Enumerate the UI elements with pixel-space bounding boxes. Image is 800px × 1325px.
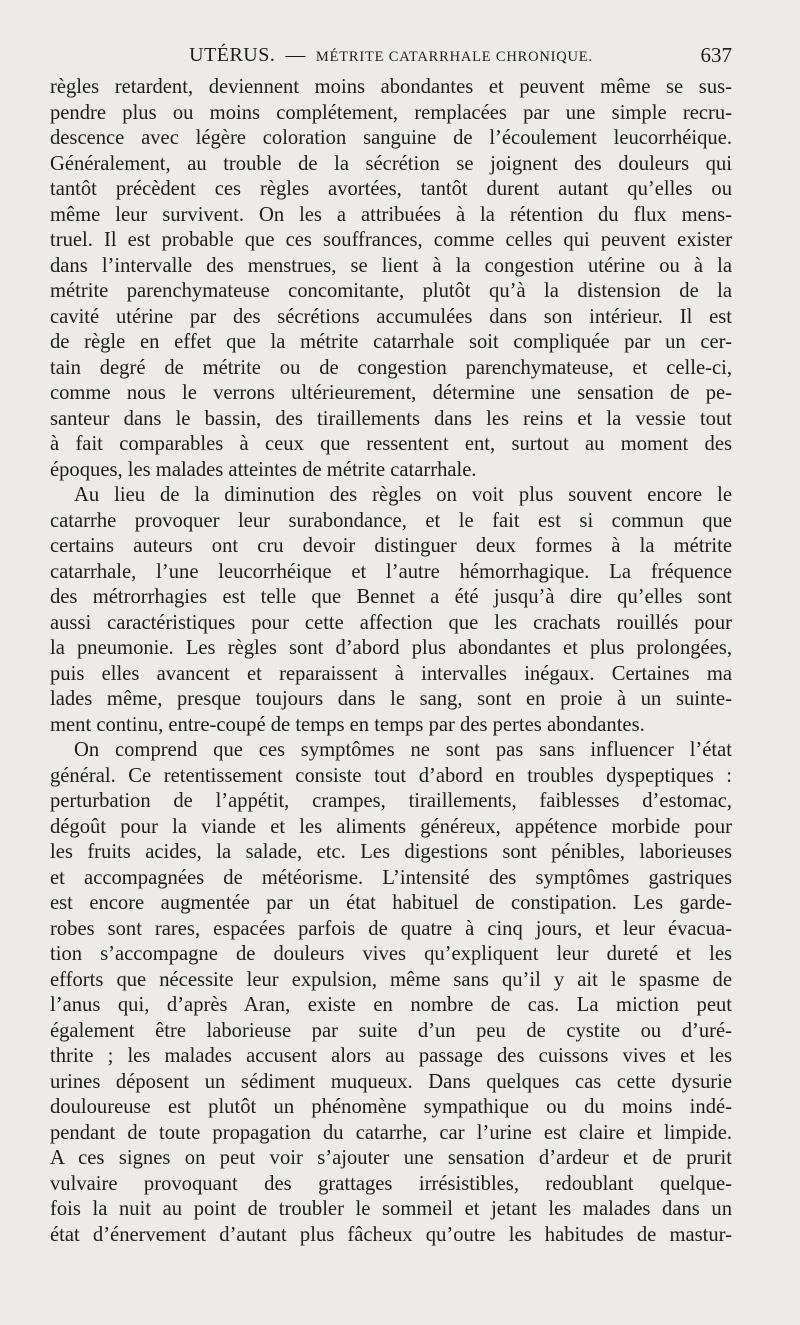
paragraph — [50, 75, 732, 483]
text-line: certains auteurs ont cru devoir distinguer deux formes à la métrite — [50, 535, 732, 557]
text-line: et accompagnées de météorisme. L’intensité des symptômes gastriques — [50, 866, 732, 889]
header-title-separator: — — [285, 44, 306, 66]
text-line: même leur survivent. On les a attribuées à la rétention du flux mens- — [50, 203, 732, 226]
text-line: état d’énervement d’autant plus fâcheux qu’outre les habitudes de mastur- — [50, 1223, 732, 1246]
paragraph — [50, 738, 732, 1248]
text-line: thrite ; les malades accusent alors au passage des cuissons vives et les — [50, 1045, 732, 1067]
text-line: les fruits acides, la salade, etc. Les digestions sont pénibles, laborieuses — [50, 841, 732, 863]
text-line: métrite parenchymateuse concomitante, plutôt qu’à la distension de la — [50, 280, 732, 302]
text-line: vulvaire provoquant des grattages irrésistibles, redoublant quelque- — [50, 1172, 732, 1195]
text-line: dans l’intervalle des menstrues, se lient à la congestion utérine ou à la — [50, 254, 732, 277]
text-line: également être laborieuse par suite d’un peu de cystite ou d’uré- — [50, 1019, 732, 1042]
text-line: Généralement, au trouble de la sécrétion se joignent des douleurs qui — [50, 152, 732, 175]
text-line: robes sont rares, espacées parfois de quatre à cinq jours, et leur évacua- — [50, 917, 732, 940]
text-line: l’anus qui, d’après Aran, existe en nombre de cas. La miction peut — [50, 994, 732, 1016]
text-line: à fait comparables à ceux que ressentent ent, surtout au moment des — [50, 433, 732, 455]
text-line: est encore augmentée par un état habituel de constipation. Les garde- — [50, 892, 732, 914]
text-line: catarrhale, l’une leucorrhéique et l’autre hémorrhagique. La fréquence — [50, 560, 732, 583]
text-line: comme nous le verrons ultérieurement, détermine une sensation de pe- — [50, 382, 732, 404]
body-text — [50, 75, 732, 1248]
header-title-subtitle: MÉTRITE CATARRHALE CHRONIQUE. — [315, 49, 593, 65]
text-line: On comprend que ces symptômes ne sont pas sans influencer l’état — [74, 739, 732, 761]
text-line: urines déposent un sédiment muqueux. Dans quelques cas cette dysurie — [50, 1070, 732, 1093]
text-line: la pneumonie. Les règles sont d’abord plus abondantes et plus prolongées, — [50, 637, 732, 659]
text-line: de règle en effet que la métrite catarrhale soit compliquée par un cer- — [50, 331, 732, 353]
text-line: cavité utérine par des sécrétions accumulées dans son intérieur. Il est — [50, 305, 732, 328]
text-line: Au lieu de la diminution des règles on voit plus souvent encore le — [74, 484, 732, 506]
text-line: ment continu, entre-coupé de temps en temps par des pertes abondantes. — [50, 713, 645, 736]
text-line: pendre plus ou moins complétement, remplacées par une simple recru- — [50, 101, 732, 124]
text-line: règles retardent, deviennent moins abondantes et peuvent même se sus- — [50, 76, 732, 98]
text-line: époques, les malades atteintes de métrite catarrhale. — [50, 458, 477, 481]
text-line: fois la nuit au point de troubler le sommeil et jetant les malades dans un — [50, 1198, 732, 1220]
text-line: tain degré de métrite ou de congestion parenchymateuse, et celle-ci, — [50, 356, 732, 379]
text-line: aussi caractéristiques pour cette affection que les crachats rouillés pour — [50, 611, 732, 634]
header-title — [50, 40, 732, 72]
text-line: lades même, presque toujours dans le sang, sont en proie à un suinte- — [50, 688, 732, 710]
text-line: santeur dans le bassin, des tiraillements dans les reins et la vessie tout — [50, 407, 732, 430]
text-line: perturbation de l’appétit, crampes, tiraillements, faiblesses d’estomac, — [50, 790, 732, 812]
text-line: truel. Il est probable que ces souffrances, comme celles qui peuvent exister — [50, 229, 732, 251]
text-line: pendant de toute propagation du catarrhe, car l’urine est claire et limpide. — [50, 1121, 732, 1144]
text-line: efforts que nécessite leur expulsion, même sans qu’il y ait le spasme de — [50, 968, 732, 991]
text-line: général. Ce retentissement consiste tout d’abord en troubles dyspeptiques : — [50, 764, 732, 787]
text-line: catarrhe provoquer leur surabondance, et le fait est si commun que — [50, 509, 732, 532]
text-line: tion s’accompagne de douleurs vives qu’expliquent leur dureté et les — [50, 943, 732, 965]
paragraph — [50, 483, 732, 738]
text-line: douloureuse est plutôt un phénomène sympathique ou du moins indé- — [50, 1096, 732, 1118]
text-line: tantôt précèdent ces règles avortées, tantôt durent autant qu’elles ou — [50, 178, 732, 200]
running-header — [50, 40, 732, 70]
text-line: dégoût pour la viande et les aliments généreux, appétence morbide pour — [50, 815, 732, 838]
header-title-main: UTÉRUS. — [189, 44, 276, 66]
page-number: 637 — [700, 43, 732, 67]
text-line: puis elles avancent et reparaissent à intervalles inégaux. Certaines ma — [50, 662, 732, 685]
text-line: des métrorrhagies est telle que Bennet a été jusqu’à dire qu’elles sont — [50, 586, 732, 608]
text-line: descence avec légère coloration sanguine de l’écoulement leucorrhéique. — [50, 127, 732, 149]
text-line: A ces signes on peut voir s’ajouter une sensation d’ardeur et de prurit — [50, 1147, 732, 1169]
